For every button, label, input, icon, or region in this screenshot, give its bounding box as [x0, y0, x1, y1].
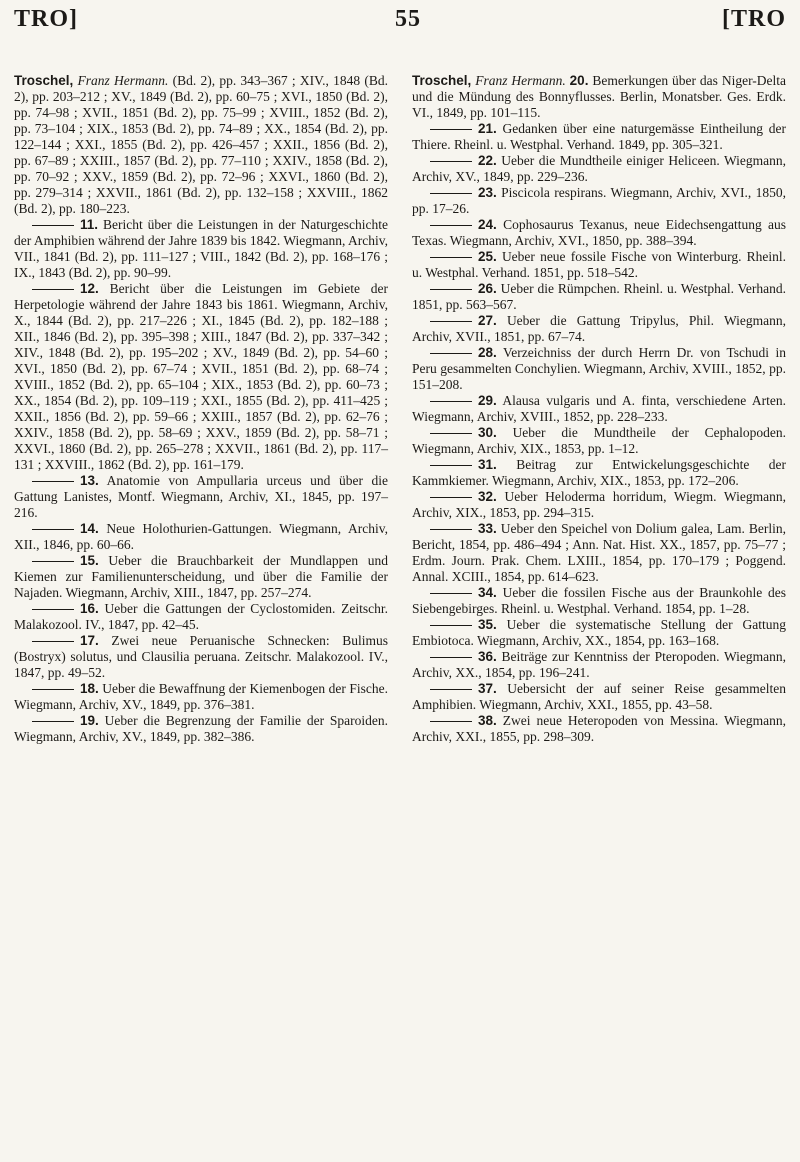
ditto-dash [430, 465, 472, 466]
bibliography-entry [412, 393, 786, 425]
entry-number: 35. [478, 617, 497, 632]
bibliography-entry [412, 617, 786, 649]
bibliography-entry [14, 713, 388, 745]
entry-text: Ueber den Speichel von Dolium galea, Lam. Berlin, Bericht, 1854, pp. 486–494 ; Ann. Nat. Hist. XX., 1857, pp. 75–77 ; Erdm. Journ. Prak. Chem. LXIII., 1854, pp. 170–179 ; Poggend. Annal. XCIII., 1854, pp. 614–623. [412, 521, 787, 584]
ditto-dash [430, 625, 472, 626]
ditto-dash [430, 401, 472, 402]
ditto-dash [430, 289, 472, 290]
ditto-dash [430, 193, 472, 194]
entry-number: 13. [80, 473, 99, 488]
entry-text: Ueber die fossilen Fische aus der Braunkohle des Siebengebirges. Rheinl. u. Westphal. Verhand. 1854, pp. 1–28. [412, 585, 787, 616]
bibliography-entry [412, 425, 786, 457]
header-right-range: [TRO [722, 6, 786, 32]
entry-text: Bemerkungen über das Niger-Delta und die Mündung des Bonnyflusses. Berlin, Monatsber. Ges. Erdk. VI., 1849, pp. 101–115. [412, 73, 787, 120]
ditto-dash [430, 321, 472, 322]
entry-text: Ueber die Bewaffnung der Kiemenbogen der Fische. Wiegmann, Archiv, XV., 1849, pp. 376–381. [14, 681, 389, 712]
entry-text: Ueber die Brauchbarkeit der Mundlappen und Kiemen zur Familienunterscheidung, und über die Familie der Najaden. Wiegmann, Archiv, XIII., 1847, pp. 257–274. [14, 553, 388, 600]
entry-text: Gedanken über eine naturgemässe Eintheilung der Thiere. Rheinl. u. Westphal. Verhand. 1849, pp. 305–321. [412, 121, 787, 152]
ditto-dash [32, 721, 74, 722]
entry-number: 23. [478, 185, 497, 200]
ditto-dash [430, 225, 472, 226]
ditto-dash [430, 353, 472, 354]
entry-number: 38. [478, 713, 497, 728]
entry-number: 27. [478, 313, 497, 328]
ditto-dash [430, 161, 472, 162]
ditto-dash [430, 689, 472, 690]
bibliography-entry [412, 249, 786, 281]
bibliography-entry [412, 521, 786, 585]
entry-number: 32. [478, 489, 497, 504]
entry-number: 14. [80, 521, 99, 536]
entry-text: Ueber die systematische Stellung der Gattung Embiotoca. Wiegmann, Archiv, XX., 1854, pp. 163–168. [412, 617, 787, 648]
bibliography-entry [14, 681, 388, 713]
ditto-dash [32, 225, 74, 226]
entry-text: Alausa vulgaris und A. finta, verschiedene Arten. Wiegmann, Archiv, XVIII., 1852, pp. 228–233. [412, 393, 786, 424]
bibliography-entry [14, 633, 388, 681]
entry-number: 19. [80, 713, 99, 728]
bibliography-entry [412, 489, 786, 521]
entry-text: Cophosaurus Texanus, neue Eidechsengattung aus Texas. Wiegmann, Archiv, XVI., 1850, pp. 388–394. [412, 217, 787, 248]
bibliography-entry [412, 185, 786, 217]
bibliography-entry [14, 521, 388, 553]
bibliography-entry [412, 217, 786, 249]
entry-number: 17. [80, 633, 99, 648]
bibliography-entry [14, 217, 388, 281]
ditto-dash [32, 529, 74, 530]
author-name: Troschel, [412, 73, 472, 88]
bibliography-entry [412, 153, 786, 185]
author-name: Troschel, [14, 73, 74, 88]
ditto-dash [430, 657, 472, 658]
bibliography-entry [412, 681, 786, 713]
entry-number: 29. [478, 393, 497, 408]
entry-number: 30. [478, 425, 497, 440]
bibliography-entry [412, 585, 786, 617]
entry-number: 20. [569, 73, 589, 88]
entry-number: 31. [478, 457, 497, 472]
page-number: 55 [395, 6, 421, 32]
entry-text: Zwei neue Heteropoden von Messina. Wiegmann, Archiv, XXI., 1855, pp. 298–309. [412, 713, 787, 744]
entry-text: Ueber die Rümpchen. Rheinl. u. Westphal. Verhand. 1851, pp. 563–567. [412, 281, 786, 312]
entry-text: Ueber Heloderma horridum, Wiegm. Wiegmann, Archiv, XIX., 1853, pp. 294–315. [412, 489, 786, 520]
entry-text: Neue Holothurien-Gattungen. Wiegmann, Archiv, XII., 1846, pp. 60–66. [14, 521, 389, 552]
entry-number: 15. [80, 553, 99, 568]
entry-number: 26. [478, 281, 497, 296]
ditto-dash [430, 433, 472, 434]
bibliography-entry [412, 313, 786, 345]
bibliography-entry [412, 121, 786, 153]
entry-number: 22. [478, 153, 497, 168]
ditto-dash [430, 257, 472, 258]
entry-text: Bericht über die Leistungen in der Naturgeschichte der Amphibien während der Jahre 1839 bis 1842. Wiegmann, Archiv, VII., 1841 (Bd. 2), pp. 111–127 ; VIII., 1842 (Bd. 2), pp. 168–176 ; IX., 1843 (Bd. 2), pp. 90–99. [14, 217, 388, 280]
entry-number: 36. [478, 649, 497, 664]
entry-number: 24. [478, 217, 497, 232]
entry-text: Ueber neue fossile Fische von Winterburg. Rheinl. u. Westphal. Verhand. 1851, pp. 518–542. [412, 249, 786, 280]
ditto-dash [430, 129, 472, 130]
ditto-dash [430, 529, 472, 530]
ditto-dash [430, 721, 472, 722]
right-column [412, 73, 786, 745]
entry-text: Piscicola respirans. Wiegmann, Archiv, XVI., 1850, pp. 17–26. [412, 185, 787, 216]
bibliography-entry [14, 281, 388, 473]
bibliography-entry [14, 473, 388, 521]
bibliography-entry [412, 281, 786, 313]
entry-text: Ueber die Gattungen der Cyclostomiden. Zeitschr. Malakozool. IV., 1847, pp. 42–45. [14, 601, 388, 632]
entry-number: 34. [478, 585, 497, 600]
author-given-name: Franz Hermann. [77, 73, 169, 88]
ditto-dash [32, 689, 74, 690]
ditto-dash [430, 497, 472, 498]
entry-number: 16. [80, 601, 99, 616]
entry-number: 25. [478, 249, 497, 264]
ditto-dash [430, 593, 472, 594]
ditto-dash [32, 481, 74, 482]
bibliography-entry [412, 649, 786, 681]
entry-number: 18. [80, 681, 99, 696]
author-entry [14, 73, 388, 217]
entry-number: 33. [478, 521, 497, 536]
entry-text: Ueber die Begrenzung der Familie der Sparoiden. Wiegmann, Archiv, XV., 1849, pp. 382–386. [14, 713, 388, 744]
entry-text: Beitrag zur Entwickelungsgeschichte der Kammkiemer. Wiegmann, Archiv, XIX., 1853, pp. 172–206. [412, 457, 787, 488]
entry-number: 12. [80, 281, 99, 296]
ditto-dash [32, 609, 74, 610]
author-given-name: Franz Hermann. [475, 73, 566, 88]
bibliography-entry [14, 553, 388, 601]
header-left-range: TRO] [14, 6, 78, 32]
bibliography-entry [412, 713, 786, 745]
entry-text: Zwei neue Peruanische Schnecken: Bulimus (Bostryx) solutus, und Clausilia peruana. Zeitschr. Malakozool. IV., 1847, pp. 49–52. [14, 633, 389, 680]
entry-number: 37. [478, 681, 497, 696]
entry-text: Anatomie von Ampullaria urceus und über die Gattung Lanistes, Montf. Wiegmann, Archiv, XI., 1845, pp. 197–216. [14, 473, 388, 520]
bibliography-entry [412, 345, 786, 393]
bibliography-entry [14, 601, 388, 633]
entry-text: Uebersicht der auf seiner Reise gesammelten Amphibien. Wiegmann, Archiv, XXI., 1855, pp. 43–58. [412, 681, 786, 712]
ditto-dash [32, 561, 74, 562]
entry-number: 11. [80, 217, 99, 232]
entry-text: Verzeichniss der durch Herrn Dr. von Tschudi in Peru gesammelten Conchylien. Wiegmann, Archiv, XVIII., 1852, pp. 151–208. [412, 345, 786, 392]
entry-text: Ueber die Mundtheile der Cephalopoden. Wiegmann, Archiv, XIX., 1853, pp. 1–12. [412, 425, 786, 456]
page-header [0, 6, 800, 46]
bibliography-entry [412, 457, 786, 489]
ditto-dash [32, 289, 74, 290]
ditto-dash [32, 641, 74, 642]
entry-text: Ueber die Gattung Tripylus, Phil. Wiegmann, Archiv, XVII., 1851, pp. 67–74. [412, 313, 786, 344]
entry-text: (Bd. 2), pp. 343–367 ; XIV., 1848 (Bd. 2), pp. 203–212 ; XV., 1849 (Bd. 2), pp. 60–75 ; XVI., 1850 (Bd. 2), pp. 74–98 ; XVII., 1851 (Bd. 2), pp. 75–99 ; XVIII., 1852 (Bd. 2), pp. 73–104 ; XIX., 1853 (Bd. 2), pp. 74–89 ; XX., 1854 (Bd. 2), pp. 122–144 ; XXI., 1855 (Bd. 2), pp. 426–457 ; XXII., 1856 (Bd. 2), pp. 67–89 ; XXIII., 1857 (Bd. 2), pp. 77–110 ; XXIV., 1858 (Bd. 2), pp. 70–92 ; XXV., 1859 (Bd. 2), pp. 72–96 ; XXVI., 1860 (Bd. 2), pp. 279–314 ; XXVII., 1861 (Bd. 2), pp. 132–158 ; XXVIII., 1862 (Bd. 2), pp. 180–223. [14, 73, 388, 216]
entry-text: Ueber die Mundtheile einiger Heliceen. Wiegmann, Archiv, XV., 1849, pp. 229–236. [412, 153, 787, 184]
left-column [14, 73, 388, 745]
entry-number: 28. [478, 345, 497, 360]
entry-text: Beiträge zur Kenntniss der Pteropoden. Wiegmann, Archiv, XX., 1854, pp. 196–241. [412, 649, 787, 680]
entry-text: Bericht über die Leistungen im Gebiete der Herpetologie während der Jahre 1843 bis 1861. Wiegmann, Archiv, X., 1844 (Bd. 2), pp. 217–226 ; XI., 1845 (Bd. 2), pp. 182–188 ; XII., 1846 (Bd. 2), pp. 395–398 ; XIII., 1847 (Bd. 2), pp. 337–342 ; XIV., 1848 (Bd. 2), pp. 195–202 ; XV., 1849 (Bd. 2), pp. 54–60 ; XVI., 1850 (Bd. 2), pp. 67–74 ; XVII., 1851 (Bd. 2), pp. 68–74 ; XVIII., 1852 (Bd. 2), pp. 65–104 ; XIX., 1853 (Bd. 2), pp. 60–73 ; XX., 1854 (Bd. 2), pp. 109–119 ; XXI., 1855 (Bd. 2), pp. 411–425 ; XXII., 1856 (Bd. 2), pp. 59–66 ; XXIII., 1857 (Bd. 2), pp. 62–76 ; XXIV., 1858 (Bd. 2), pp. 58–69 ; XXV., 1859 (Bd. 2), pp. 58–71 ; XXVI., 1860 (Bd. 2), pp. 265–278 ; XXVII., 1861 (Bd. 2), pp. 117–131 ; XXVIII., 1862 (Bd. 2), pp. 161–179. [14, 281, 388, 472]
author-entry [412, 73, 786, 121]
entry-number: 21. [478, 121, 497, 136]
